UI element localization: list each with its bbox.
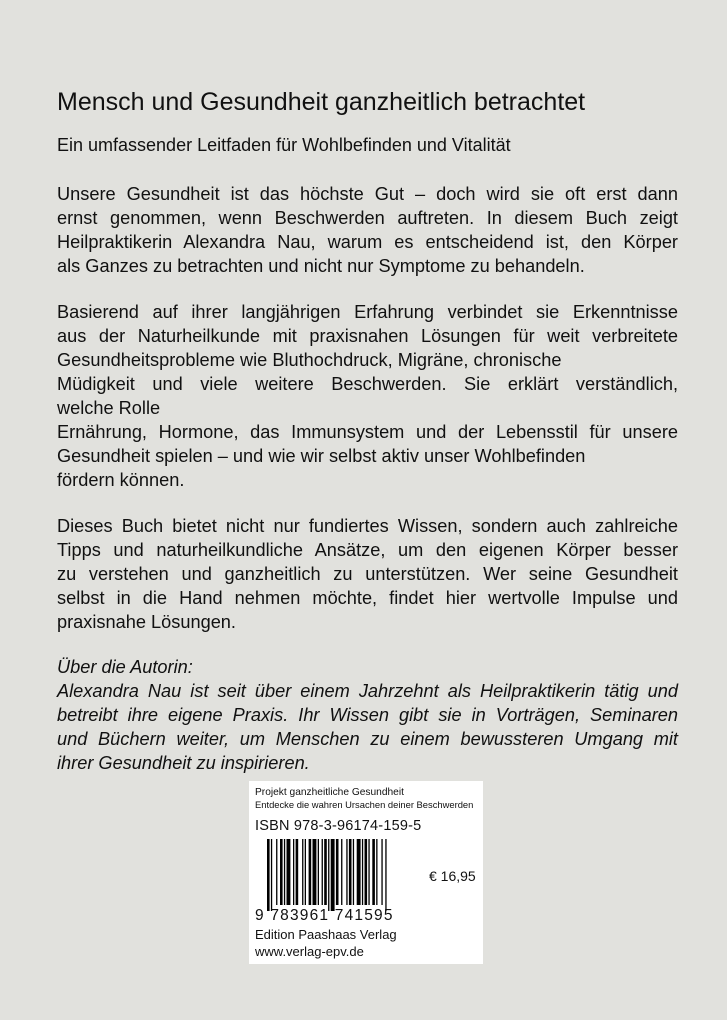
text-line: welche Rolle bbox=[57, 398, 161, 418]
barcode-bar bbox=[267, 839, 270, 911]
text-line: Tipps und naturheilkundliche Ansätze, um den eigenen Körper besser bbox=[57, 540, 678, 560]
about-author bbox=[57, 655, 678, 775]
isbn-barcode-label bbox=[249, 781, 483, 964]
barcode-bar bbox=[341, 839, 342, 905]
text-line: praxisnahe Lösungen. bbox=[57, 612, 236, 632]
barcode-bar bbox=[372, 839, 375, 905]
text-line: und Büchern weiter, um Menschen zu einem bewussteren Umgang mit bbox=[57, 729, 678, 749]
text-line: Basierend auf ihrer langjährigen Erfahrung verbindet sie Erkenntnisse bbox=[57, 302, 678, 322]
barcode-bar bbox=[357, 839, 361, 905]
barcode-bar bbox=[368, 839, 369, 905]
barcode-bar bbox=[305, 839, 306, 905]
text-line: Dieses Buch bietet nicht nur fundiertes Wissen, sondern auch zahlreiche bbox=[57, 516, 678, 536]
barcode-bar bbox=[313, 839, 317, 905]
barcode-bar bbox=[376, 839, 377, 905]
series-title: Projekt ganzheitliche Gesundheit bbox=[255, 787, 404, 798]
barcode-bar bbox=[296, 839, 299, 905]
book-title: Mensch und Gesundheit ganzheitlich betrachtet bbox=[57, 88, 586, 116]
barcode-bar bbox=[322, 839, 323, 905]
barcode-bar bbox=[336, 839, 339, 905]
text-line: betreibt ihre eigene Praxis. Ihr Wissen gibt sie in Vorträgen, Seminaren bbox=[57, 705, 678, 725]
author-heading: Über die Autorin: bbox=[57, 657, 193, 677]
text-line: aus der Naturheilkunde mit praxisnahen Lösungen für weit verbreitete bbox=[57, 326, 678, 346]
barcode-bar bbox=[287, 839, 291, 905]
text-line: Heilpraktikerin Alexandra Nau, warum es entscheidend ist, den Körper bbox=[57, 232, 678, 252]
barcode-bar bbox=[381, 839, 382, 905]
publisher-website: www.verlag-epv.de bbox=[255, 944, 364, 959]
barcode-bar bbox=[353, 839, 354, 905]
barcode-bar bbox=[309, 839, 312, 905]
text-line: fördern können. bbox=[57, 470, 185, 490]
barcode-bar bbox=[346, 839, 347, 905]
text-line: Unsere Gesundheit ist das höchste Gut – doch wird sie oft erst dann bbox=[57, 184, 678, 204]
barcode-bar bbox=[284, 839, 285, 905]
publisher-name: Edition Paashaas Verlag bbox=[255, 927, 397, 942]
text-line: ernst genommen, wenn Beschwerden auftreten. In diesem Buch zeigt bbox=[57, 208, 678, 228]
text-line: als Ganzes zu betrachten und nicht nur Symptome zu behandeln. bbox=[57, 256, 585, 276]
barcode-bar bbox=[385, 839, 386, 911]
barcode-bar bbox=[324, 839, 327, 905]
text-line: Müdigkeit und viele weitere Beschwerden. Sie erklärt verständlich, bbox=[57, 374, 678, 394]
barcode-digits: 9 783961 741595 bbox=[255, 907, 394, 924]
description-paragraph-3 bbox=[57, 514, 678, 634]
text-line: ihrer Gesundheit zu inspirieren. bbox=[57, 753, 310, 773]
book-subtitle: Ein umfassender Leitfaden für Wohlbefinden und Vitalität bbox=[57, 135, 511, 155]
text-line: Gesundheit spielen – und wie wir selbst aktiv unser Wohlbefinden bbox=[57, 446, 586, 466]
barcode-bar bbox=[349, 839, 352, 905]
book-short-title: Entdecke die wahren Ursachen deiner Beschwerden bbox=[255, 799, 474, 810]
barcode-bar bbox=[318, 839, 319, 905]
text-line: Gesundheitsprobleme wie Bluthochdruck, Migräne, chronische bbox=[57, 350, 562, 370]
barcode-bar bbox=[365, 839, 368, 905]
description-paragraph-1 bbox=[57, 182, 678, 278]
description-paragraph-2 bbox=[57, 300, 678, 492]
isbn-number: ISBN 978-3-96174-159-5 bbox=[255, 818, 422, 834]
text-line: Ernährung, Hormone, das Immunsystem und der Lebensstil für unsere bbox=[57, 422, 678, 442]
price: € 16,95 bbox=[429, 868, 476, 884]
barcode-bar bbox=[271, 839, 272, 911]
text-line: selbst in die Hand nehmen möchte, findet hier wertvolle Impulse und bbox=[57, 588, 678, 608]
barcode-bar bbox=[328, 839, 329, 911]
text-line: Alexandra Nau ist seit über einem Jahrzehnt als Heilpraktikerin tätig und bbox=[57, 681, 678, 701]
barcode-bar bbox=[362, 839, 363, 905]
text-line: zu verstehen und ganzheitlich zu unterstützen. Wer seine Gesundheit bbox=[57, 564, 678, 584]
barcode-bar bbox=[280, 839, 283, 905]
barcode-bar bbox=[331, 839, 335, 911]
barcode-bar bbox=[276, 839, 277, 905]
barcode-bar bbox=[302, 839, 303, 905]
barcode-bar bbox=[293, 839, 294, 905]
barcode-bars bbox=[255, 839, 425, 911]
